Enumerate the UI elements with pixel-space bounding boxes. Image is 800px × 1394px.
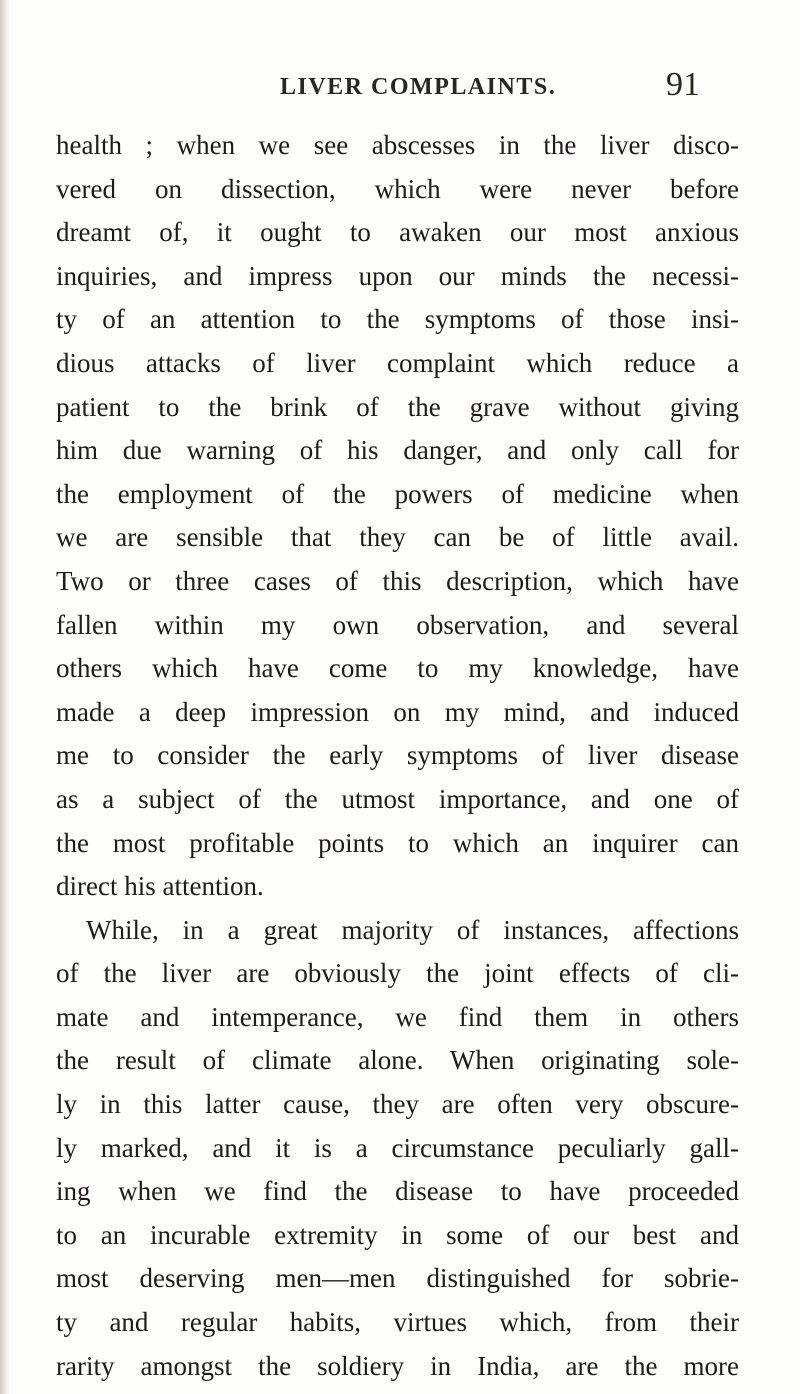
text-line: we are sensible that they can be of little avail. (56, 522, 739, 553)
text-line: ty of an attention to the symptoms of those insi- (56, 304, 739, 335)
text-line: inquiries, and impress upon our minds the necessi- (56, 260, 739, 291)
paragraph-end-line: direct his attention. (56, 871, 264, 902)
body-text (56, 124, 739, 1388)
text-line: ing when we find the disease to have proceeded (56, 1176, 739, 1207)
text-line: dious attacks of liver complaint which reduce a (56, 347, 739, 378)
text-line: vered on dissection, which were never before (56, 173, 739, 204)
text-line: of the liver are obviously the joint effects of cli- (56, 958, 739, 989)
text-line: ty and regular habits, virtues which, from their (56, 1307, 739, 1338)
text-line: me to consider the early symptoms of liver disease (56, 740, 739, 771)
text-line: others which have come to my knowledge, have (56, 653, 739, 684)
text-line: ly marked, and it is a circumstance peculiarly gall- (56, 1132, 739, 1163)
running-head (0, 60, 800, 103)
running-title: LIVER COMPLAINTS. (280, 74, 557, 100)
text-line: patient to the brink of the grave without giving (56, 391, 739, 422)
text-line: him due warning of his danger, and only call for (56, 435, 739, 466)
text-line: the employment of the powers of medicine when (56, 478, 739, 509)
text-line: dreamt of, it ought to awaken our most anxious (56, 217, 739, 248)
text-line: fallen within my own observation, and several (56, 609, 739, 640)
paragraph-first-line: While, in a great majority of instances, affections (86, 914, 739, 945)
page-gutter-shadow (0, 0, 10, 1394)
text-line: made a deep impression on my mind, and induced (56, 696, 739, 727)
page-number: 91 (666, 66, 700, 103)
text-line: Two or three cases of this description, which have (56, 565, 739, 596)
text-line: most deserving men—men distinguished for sobrie- (56, 1263, 739, 1294)
text-line: to an incurable extremity in some of our best and (56, 1219, 739, 1250)
text-line: the most profitable points to which an inquirer can (56, 827, 739, 858)
text-line: rarity amongst the soldiery in India, are the more (56, 1350, 739, 1381)
text-line: as a subject of the utmost importance, and one of (56, 783, 739, 814)
text-line: the result of climate alone. When originating sole- (56, 1045, 739, 1076)
text-line: ly in this latter cause, they are often very obscure- (56, 1089, 739, 1120)
text-line: health ; when we see abscesses in the liver disco- (56, 130, 739, 160)
text-line: mate and intemperance, we find them in others (56, 1001, 739, 1032)
